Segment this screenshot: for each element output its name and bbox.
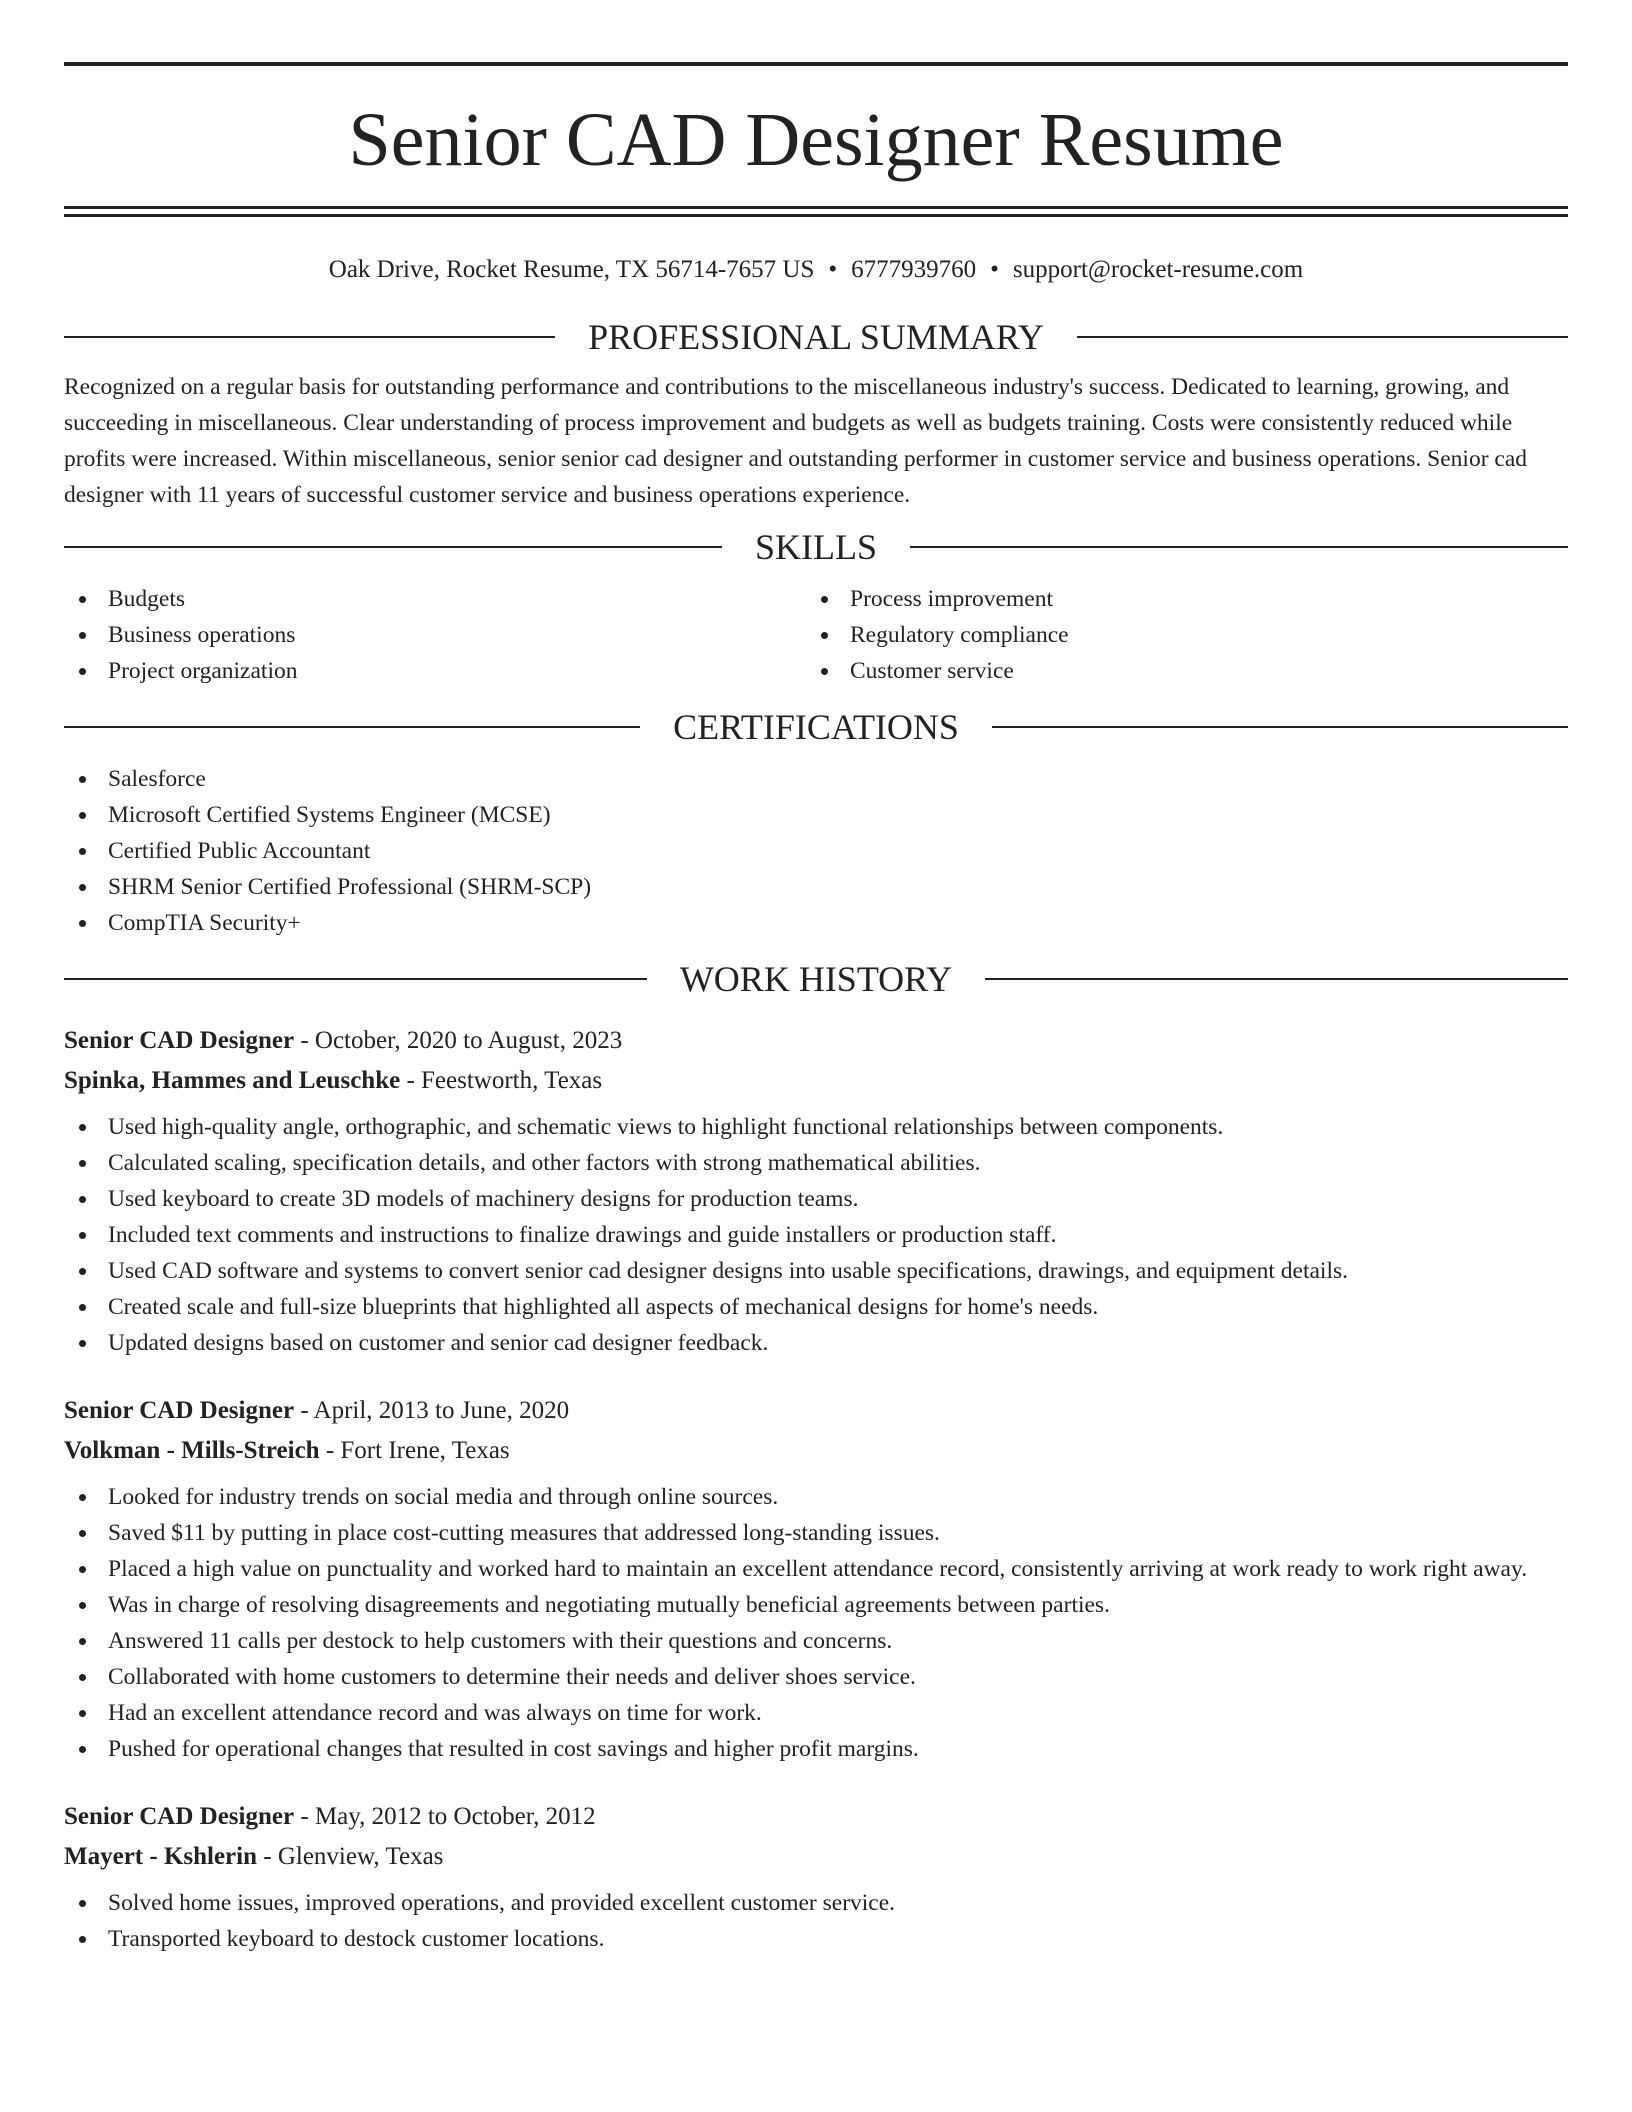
bullet-icon (79, 848, 86, 855)
job-dates: - May, 2012 to October, 2012 (294, 1803, 596, 1830)
job-bullets (64, 1479, 1568, 1767)
skills-heading: SKILLS (755, 527, 878, 567)
bullet-icon (79, 1160, 86, 1167)
job-bullet (64, 1885, 1568, 1921)
job-entry (64, 1797, 1568, 1957)
job-role: Senior CAD Designer (64, 1803, 295, 1830)
skill-label: Regulatory compliance (850, 622, 1069, 648)
bullet-icon (79, 1196, 86, 1203)
certifications-list (64, 761, 1568, 941)
job-location: - Glenview, Texas (257, 1843, 444, 1870)
bullet-icon (79, 1710, 86, 1717)
section-rule (64, 978, 647, 980)
job-role: Senior CAD Designer (64, 1027, 295, 1054)
certification-item (64, 761, 1568, 797)
job-entry (64, 1391, 1568, 1767)
bullet-icon (821, 632, 828, 639)
certification-label: CompTIA Security+ (108, 910, 301, 936)
bullet-icon (79, 1304, 86, 1311)
skill-item (64, 653, 806, 689)
job-bullet (64, 1253, 1568, 1289)
contact-separator: • (990, 256, 999, 283)
job-bullet (64, 1587, 1568, 1623)
skill-label: Process improvement (850, 586, 1053, 612)
job-company-line (64, 1837, 1568, 1877)
job-title-line (64, 1021, 1568, 1061)
bullet-icon (79, 1232, 86, 1239)
certification-item (64, 905, 1568, 941)
certification-label: SHRM Senior Certified Professional (SHRM-SCP) (108, 874, 592, 900)
job-company: Mayert - Kshlerin (64, 1843, 258, 1870)
skill-item (806, 617, 1548, 653)
title-double-rule (64, 206, 1568, 217)
job-location: - Feestworth, Texas (400, 1067, 603, 1094)
job-entry (64, 1021, 1568, 1361)
section-rule (64, 546, 722, 548)
job-bullets (64, 1885, 1568, 1957)
job-bullet (64, 1217, 1568, 1253)
job-role: Senior CAD Designer (64, 1397, 295, 1424)
bullet-icon (79, 1124, 86, 1131)
bullet-icon (79, 1936, 86, 1943)
job-company-line (64, 1431, 1568, 1471)
work-history-heading: WORK HISTORY (679, 959, 953, 999)
certification-label: Certified Public Accountant (108, 838, 371, 864)
job-dates: - April, 2013 to June, 2020 (294, 1397, 570, 1424)
job-company-line (64, 1061, 1568, 1101)
top-rule (64, 62, 1568, 66)
bullet-icon (79, 1494, 86, 1501)
job-bullet (64, 1731, 1568, 1767)
certification-item (64, 869, 1568, 905)
job-bullet-text: Solved home issues, improved operations, and provided excellent customer service. (108, 1890, 896, 1916)
job-bullet-text: Calculated scaling, specification details, and other factors with strong mathematical abilities. (108, 1150, 981, 1176)
job-bullet (64, 1325, 1568, 1361)
job-bullet-text: Collaborated with home customers to determine their needs and deliver shoes service. (108, 1664, 916, 1690)
job-bullet (64, 1921, 1568, 1957)
certification-item (64, 797, 1568, 833)
skills-column-right (806, 581, 1548, 689)
job-dates: - October, 2020 to August, 2023 (294, 1027, 623, 1054)
certifications-heading: CERTIFICATIONS (673, 707, 959, 747)
job-bullet-text: Included text comments and instructions to finalize drawings and guide installers or production staff. (108, 1222, 1057, 1248)
skills-list (64, 581, 1568, 689)
bullet-icon (821, 596, 828, 603)
skill-label: Budgets (108, 586, 186, 612)
job-bullet-text: Used keyboard to create 3D models of machinery designs for production teams. (108, 1186, 859, 1212)
bullet-icon (79, 1638, 86, 1645)
job-bullet-text: Had an excellent attendance record and was always on time for work. (108, 1700, 762, 1726)
certifications-section-header (64, 707, 1568, 747)
job-location: - Fort Irene, Texas (319, 1437, 510, 1464)
bullet-icon (79, 1746, 86, 1753)
job-bullet-text: Saved $11 by putting in place cost-cutting measures that addressed long-standing issues. (108, 1520, 940, 1546)
summary-text: Recognized on a regular basis for outstanding performance and contributions to the miscellaneous industry's success. Dedicated to learning, growing, and succeeding in miscellaneous. Clear understanding of process improvement and budgets as well as budgets training. Costs were consistently reduced while profits were increased. Within miscellaneous, senior senior cad designer and outstanding performer in customer service and business operations. Senior cad designer with 11 years of successful customer service and business operations experience. (64, 374, 1528, 508)
job-bullet (64, 1551, 1568, 1587)
contact-email: support@rocket-resume.com (1012, 256, 1304, 283)
bullet-icon (79, 1566, 86, 1573)
job-bullet (64, 1515, 1568, 1551)
bullet-icon (79, 596, 86, 603)
job-company: Spinka, Hammes and Leuschke (64, 1067, 401, 1094)
skill-label: Business operations (108, 622, 296, 648)
job-bullets (64, 1109, 1568, 1361)
summary-section-header (64, 317, 1568, 357)
job-bullet-text: Used CAD software and systems to convert senior cad designer designs into usable specifications, drawings, and equipment details. (108, 1258, 1348, 1284)
bullet-icon (79, 884, 86, 891)
certification-label: Salesforce (108, 766, 206, 792)
bullet-icon (79, 776, 86, 783)
bullet-icon (79, 1268, 86, 1275)
bullet-icon (79, 1900, 86, 1907)
bullet-icon (79, 632, 86, 639)
job-bullet (64, 1623, 1568, 1659)
job-bullet-text: Created scale and full-size blueprints that highlighted all aspects of mechanical designs for home's needs. (108, 1294, 1099, 1320)
section-rule (985, 978, 1568, 980)
skills-section-header (64, 527, 1568, 567)
skill-item (806, 653, 1548, 689)
bullet-icon (79, 1674, 86, 1681)
bullet-icon (79, 920, 86, 927)
skills-column-left (64, 581, 806, 689)
job-bullet (64, 1109, 1568, 1145)
skill-item (64, 617, 806, 653)
job-bullet-text: Updated designs based on customer and senior cad designer feedback. (108, 1330, 769, 1356)
bullet-icon (79, 1340, 86, 1347)
bullet-icon (79, 668, 86, 675)
resume-title: Senior CAD Designer Resume (348, 98, 1284, 182)
skill-label: Project organization (108, 658, 298, 684)
job-title-line (64, 1797, 1568, 1837)
contact-line (64, 255, 1568, 285)
summary-heading: PROFESSIONAL SUMMARY (588, 317, 1044, 357)
section-rule (910, 546, 1568, 548)
skill-label: Customer service (850, 658, 1014, 684)
section-rule (992, 726, 1568, 728)
job-bullet (64, 1695, 1568, 1731)
certification-label: Microsoft Certified Systems Engineer (MCSE) (108, 802, 551, 828)
section-rule (1077, 336, 1568, 338)
certification-item (64, 833, 1568, 869)
job-bullet-text: Transported keyboard to destock customer locations. (108, 1926, 605, 1952)
contact-phone: 6777939760 (851, 256, 977, 283)
bullet-icon (79, 1530, 86, 1537)
job-company: Volkman - Mills-Streich (64, 1437, 320, 1464)
bullet-icon (79, 1602, 86, 1609)
contact-separator: • (828, 256, 838, 283)
skill-item (64, 581, 806, 617)
work-history-section-header (64, 959, 1568, 999)
job-bullet-text: Answered 11 calls per destock to help customers with their questions and concerns. (108, 1628, 893, 1654)
bullet-icon (79, 812, 86, 819)
job-bullet (64, 1479, 1568, 1515)
job-bullet-text: Used high-quality angle, orthographic, and schematic views to highlight functional relationships between components. (108, 1114, 1224, 1140)
contact-address: Oak Drive, Rocket Resume, TX 56714-7657 US (328, 256, 815, 283)
job-bullet-text: Looked for industry trends on social media and through online sources. (108, 1484, 779, 1510)
job-bullet (64, 1181, 1568, 1217)
job-bullet (64, 1289, 1568, 1325)
job-bullet (64, 1145, 1568, 1181)
section-rule (64, 336, 555, 338)
job-bullet-text: Pushed for operational changes that resulted in cost savings and higher profit margins. (108, 1736, 919, 1762)
job-bullet-text: Placed a high value on punctuality and worked hard to maintain an excellent attendance record, consistently arriving at work ready to work right away. (108, 1556, 1528, 1582)
job-bullet (64, 1659, 1568, 1695)
bullet-icon (821, 668, 828, 675)
job-title-line (64, 1391, 1568, 1431)
section-rule (64, 726, 640, 728)
skill-item (806, 581, 1548, 617)
job-bullet-text: Was in charge of resolving disagreements and negotiating mutually beneficial agreements between parties. (108, 1592, 1110, 1618)
